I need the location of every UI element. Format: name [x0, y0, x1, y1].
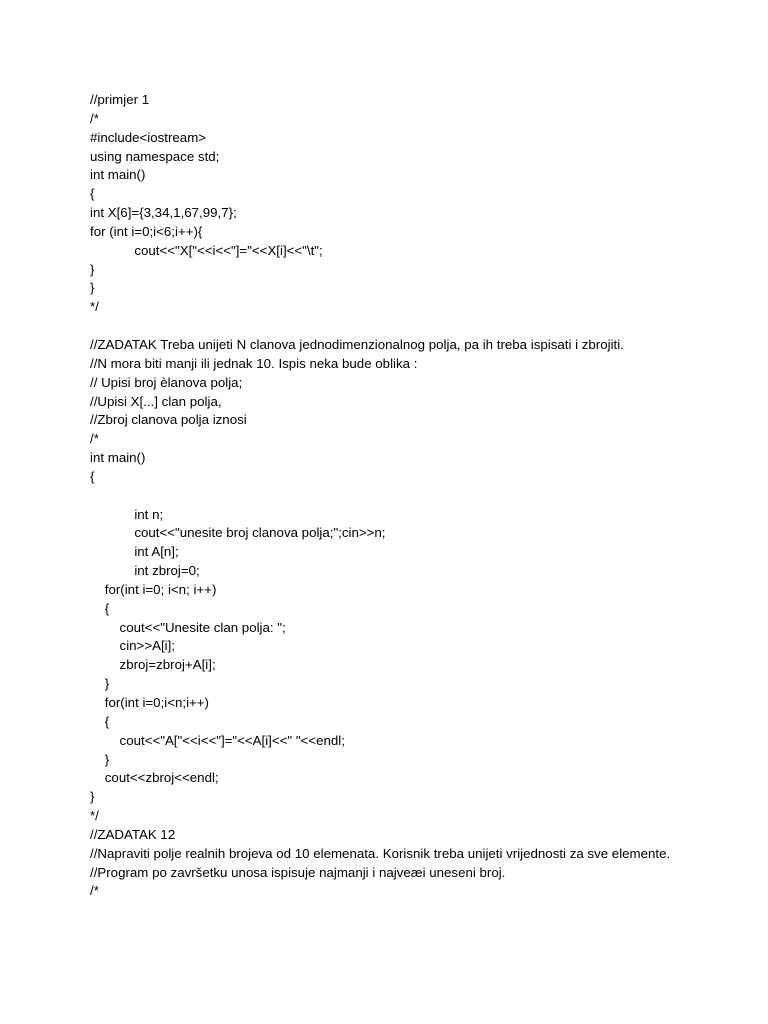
text-line: { [90, 713, 110, 729]
text-line: cout<<"A["<<i<<"]="<<A[i]<<" "<<endl; [90, 732, 345, 748]
text-line: { [90, 600, 110, 616]
text-line: { [90, 186, 95, 202]
text-line: int zbroj=0; [90, 563, 200, 579]
text-line: cout<<"X["<<i<<"]="<<X[i]<<"\t"; [90, 242, 323, 258]
text-line: */ [90, 808, 99, 824]
text-line: zbroj=zbroj+A[i]; [90, 657, 216, 673]
text-line: //ZADATAK Treba unijeti N clanova jednodimenzionalnog polja, pa ih treba ispisati i zbrojiti. [90, 336, 624, 352]
text-line: for(int i=0; i<n; i++) [90, 581, 217, 597]
code-text-block [90, 91, 730, 901]
text-line: int X[6]={3,34,1,67,99,7}; [90, 205, 237, 221]
text-line: //Zbroj clanova polja iznosi [90, 412, 247, 428]
text-line: } [90, 751, 110, 767]
text-line: //Napraviti polje realnih brojeva od 10 elemenata. Korisnik treba unijeti vrijednosti za sve elemente. [90, 845, 671, 861]
text-line: int n; [90, 506, 164, 522]
text-line: int main() [90, 167, 146, 183]
text-line: #include<iostream> [90, 129, 207, 145]
text-line: { [90, 468, 95, 484]
text-line: int A[n]; [90, 544, 179, 560]
text-line: cout<<zbroj<<endl; [90, 770, 219, 786]
text-line: */ [90, 299, 99, 315]
text-line: //Upisi X[...] clan polja, [90, 393, 222, 409]
text-line: } [90, 261, 95, 277]
text-line: /* [90, 110, 99, 126]
text-line: cin>>A[i]; [90, 638, 175, 654]
blank-line [90, 317, 730, 336]
text-line: //ZADATAK 12 [90, 826, 176, 842]
text-line: } [90, 280, 95, 296]
text-line: // Upisi broj èlanova polja; [90, 374, 243, 390]
text-line: } [90, 676, 110, 692]
text-line: //Program po završetku unosa ispisuje najmanji i najveæi uneseni broj. [90, 864, 506, 880]
text-line: //primjer 1 [90, 92, 150, 107]
text-line: //N mora biti manji ili jednak 10. Ispis neka bude oblika : [90, 355, 418, 371]
text-line: for(int i=0;i<n;i++) [90, 695, 209, 710]
text-line: int main() [90, 450, 146, 466]
text-line: /* [90, 883, 99, 899]
text-line: } [90, 789, 95, 805]
text-line: for (int i=0;i<6;i++){ [90, 223, 203, 239]
text-line: using namespace std; [90, 148, 220, 164]
text-line: cout<<"unesite broj clanova polja;";cin>>n; [90, 525, 386, 541]
blank-line [90, 487, 730, 506]
text-line: /* [90, 431, 99, 447]
text-line: cout<<"Unesite clan polja: "; [90, 619, 286, 635]
